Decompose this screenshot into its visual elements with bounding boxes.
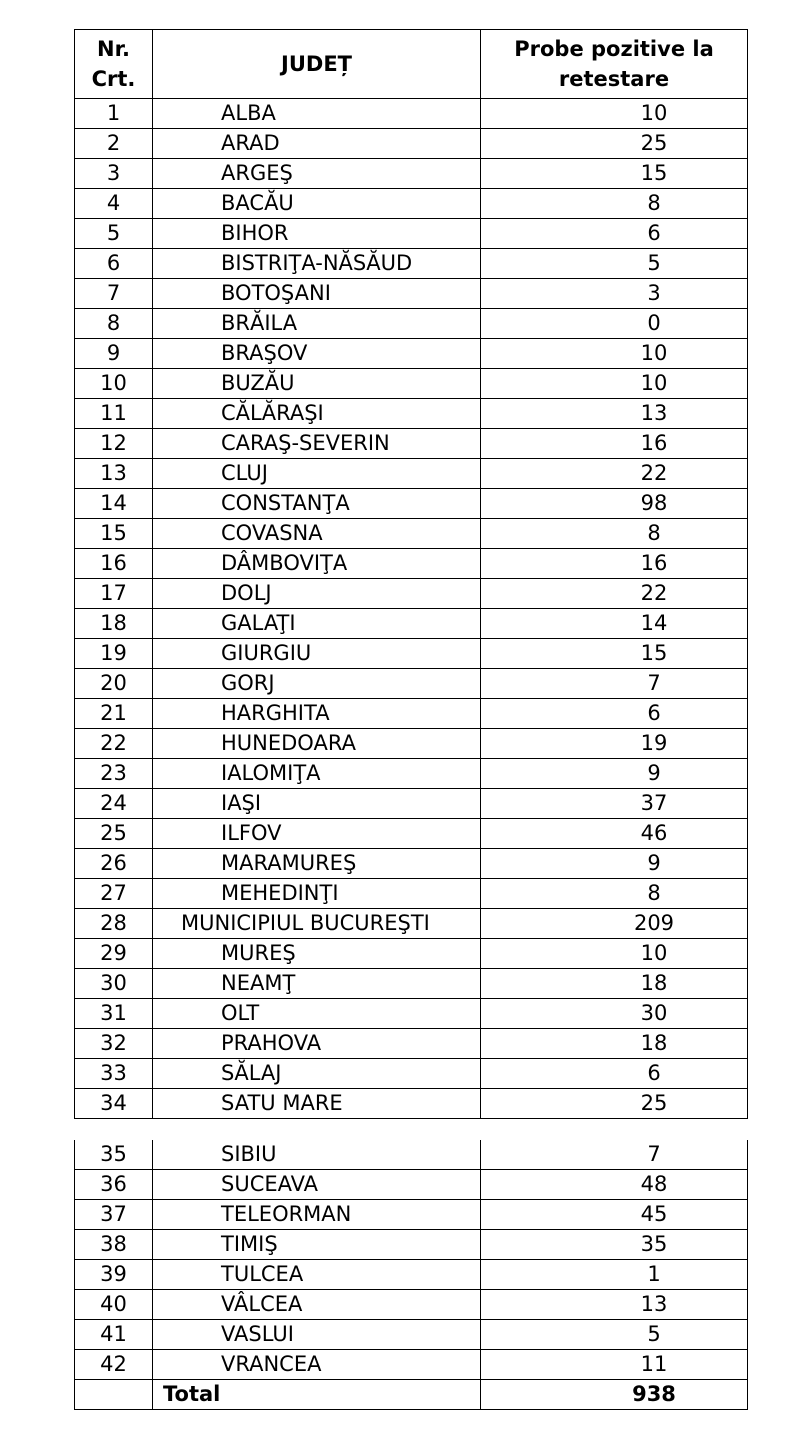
county-name: MUNICIPIUL BUCUREŞTI bbox=[153, 909, 481, 939]
county-name: SATU MARE bbox=[153, 1089, 481, 1119]
row-number: 17 bbox=[75, 579, 153, 609]
positive-count: 98 bbox=[481, 489, 748, 519]
positive-count: 16 bbox=[481, 429, 748, 459]
positive-count: 6 bbox=[481, 219, 748, 249]
row-number: 36 bbox=[75, 1170, 153, 1200]
positive-count: 8 bbox=[481, 189, 748, 219]
table-row bbox=[75, 219, 748, 249]
positive-count: 25 bbox=[481, 1089, 748, 1119]
table-row bbox=[75, 999, 748, 1029]
positive-count: 8 bbox=[481, 879, 748, 909]
county-name: IALOMIŢA bbox=[153, 759, 481, 789]
table-row bbox=[75, 609, 748, 639]
row-number: 3 bbox=[75, 159, 153, 189]
county-name: CONSTANŢA bbox=[153, 489, 481, 519]
county-name: GORJ bbox=[153, 669, 481, 699]
county-name: SĂLAJ bbox=[153, 1059, 481, 1089]
table-body-part2 bbox=[75, 1140, 748, 1380]
table-row bbox=[75, 1350, 748, 1380]
header-probe-line1: Probe pozitive la bbox=[514, 37, 714, 61]
positive-count: 5 bbox=[481, 249, 748, 279]
county-name: ARAD bbox=[153, 129, 481, 159]
row-number: 20 bbox=[75, 669, 153, 699]
county-name: BISTRIŢA-NĂSĂUD bbox=[153, 249, 481, 279]
county-name: SIBIU bbox=[153, 1140, 481, 1170]
county-name: TELEORMAN bbox=[153, 1200, 481, 1230]
table-row bbox=[75, 339, 748, 369]
positive-count: 9 bbox=[481, 759, 748, 789]
row-number: 27 bbox=[75, 879, 153, 909]
row-number: 4 bbox=[75, 189, 153, 219]
row-number: 29 bbox=[75, 939, 153, 969]
row-number: 33 bbox=[75, 1059, 153, 1089]
header-probe-line2: retestare bbox=[558, 67, 670, 91]
table-row bbox=[75, 939, 748, 969]
row-number: 35 bbox=[75, 1140, 153, 1170]
table-row bbox=[75, 1170, 748, 1200]
table-row bbox=[75, 189, 748, 219]
row-number: 38 bbox=[75, 1230, 153, 1260]
row-number: 16 bbox=[75, 549, 153, 579]
positive-count: 22 bbox=[481, 579, 748, 609]
row-number: 39 bbox=[75, 1260, 153, 1290]
total-empty-cell bbox=[75, 1380, 153, 1410]
county-name: OLT bbox=[153, 999, 481, 1029]
total-value: 938 bbox=[481, 1380, 748, 1410]
county-name: MARAMUREŞ bbox=[153, 849, 481, 879]
positive-count: 37 bbox=[481, 789, 748, 819]
table-row bbox=[75, 669, 748, 699]
positive-count: 8 bbox=[481, 519, 748, 549]
row-number: 18 bbox=[75, 609, 153, 639]
positive-count: 11 bbox=[481, 1350, 748, 1380]
county-name: BIHOR bbox=[153, 219, 481, 249]
county-name: MUREŞ bbox=[153, 939, 481, 969]
table-row bbox=[75, 699, 748, 729]
row-number: 15 bbox=[75, 519, 153, 549]
county-name: CARAŞ-SEVERIN bbox=[153, 429, 481, 459]
positive-count: 13 bbox=[481, 1290, 748, 1320]
table-row bbox=[75, 1029, 748, 1059]
positive-count: 35 bbox=[481, 1230, 748, 1260]
positive-count: 9 bbox=[481, 849, 748, 879]
table-row bbox=[75, 579, 748, 609]
county-name: HARGHITA bbox=[153, 699, 481, 729]
row-number: 19 bbox=[75, 639, 153, 669]
positive-count: 18 bbox=[481, 1029, 748, 1059]
table-row bbox=[75, 789, 748, 819]
row-number: 6 bbox=[75, 249, 153, 279]
row-number: 1 bbox=[75, 99, 153, 129]
county-name: COVASNA bbox=[153, 519, 481, 549]
table-row bbox=[75, 459, 748, 489]
table-row bbox=[75, 1089, 748, 1119]
row-number: 21 bbox=[75, 699, 153, 729]
county-name: ALBA bbox=[153, 99, 481, 129]
positive-count: 46 bbox=[481, 819, 748, 849]
county-name: TULCEA bbox=[153, 1260, 481, 1290]
row-number: 37 bbox=[75, 1200, 153, 1230]
county-name: PRAHOVA bbox=[153, 1029, 481, 1059]
table-row bbox=[75, 429, 748, 459]
positive-count: 22 bbox=[481, 459, 748, 489]
row-number: 23 bbox=[75, 759, 153, 789]
table-row bbox=[75, 99, 748, 129]
table-row bbox=[75, 159, 748, 189]
table-row bbox=[75, 519, 748, 549]
positive-count: 19 bbox=[481, 729, 748, 759]
row-number: 14 bbox=[75, 489, 153, 519]
table-row bbox=[75, 909, 748, 939]
positive-count: 209 bbox=[481, 909, 748, 939]
header-nr-line1: Nr. bbox=[97, 37, 130, 61]
header-nr-crt bbox=[75, 30, 153, 99]
county-name: NEAMŢ bbox=[153, 969, 481, 999]
county-name: BOTOŞANI bbox=[153, 279, 481, 309]
positive-count: 7 bbox=[481, 1140, 748, 1170]
county-name: SUCEAVA bbox=[153, 1170, 481, 1200]
row-number: 8 bbox=[75, 309, 153, 339]
row-number: 28 bbox=[75, 909, 153, 939]
positive-count: 48 bbox=[481, 1170, 748, 1200]
county-name: VÂLCEA bbox=[153, 1290, 481, 1320]
county-name: GALAŢI bbox=[153, 609, 481, 639]
positive-count: 6 bbox=[481, 1059, 748, 1089]
row-number: 30 bbox=[75, 969, 153, 999]
row-number: 7 bbox=[75, 279, 153, 309]
positive-count: 25 bbox=[481, 129, 748, 159]
county-name: BUZĂU bbox=[153, 369, 481, 399]
table-row bbox=[75, 249, 748, 279]
county-name: DÂMBOVIŢA bbox=[153, 549, 481, 579]
table-row bbox=[75, 639, 748, 669]
positive-count: 45 bbox=[481, 1200, 748, 1230]
row-number: 9 bbox=[75, 339, 153, 369]
county-name: HUNEDOARA bbox=[153, 729, 481, 759]
row-number: 2 bbox=[75, 129, 153, 159]
table-row bbox=[75, 1059, 748, 1089]
header-judet: JUDEȚ bbox=[153, 30, 481, 99]
positive-count: 0 bbox=[481, 309, 748, 339]
county-name: BRĂILA bbox=[153, 309, 481, 339]
header-probe-pozitive bbox=[481, 30, 748, 99]
county-name: IAŞI bbox=[153, 789, 481, 819]
row-number: 40 bbox=[75, 1290, 153, 1320]
county-table-part1 bbox=[74, 29, 748, 1119]
county-name: GIURGIU bbox=[153, 639, 481, 669]
county-name: BRAŞOV bbox=[153, 339, 481, 369]
positive-count: 15 bbox=[481, 639, 748, 669]
county-name: CLUJ bbox=[153, 459, 481, 489]
row-number: 10 bbox=[75, 369, 153, 399]
positive-count: 6 bbox=[481, 699, 748, 729]
table-row bbox=[75, 129, 748, 159]
county-name: DOLJ bbox=[153, 579, 481, 609]
header-nr-line2: Crt. bbox=[91, 67, 136, 91]
county-name: VRANCEA bbox=[153, 1350, 481, 1380]
row-number: 25 bbox=[75, 819, 153, 849]
county-table-part2 bbox=[74, 1140, 748, 1410]
row-number: 41 bbox=[75, 1320, 153, 1350]
table-row bbox=[75, 1200, 748, 1230]
row-number: 11 bbox=[75, 399, 153, 429]
positive-count: 5 bbox=[481, 1320, 748, 1350]
table-row bbox=[75, 549, 748, 579]
table-row bbox=[75, 759, 748, 789]
row-number: 31 bbox=[75, 999, 153, 1029]
table-row bbox=[75, 729, 748, 759]
row-number: 34 bbox=[75, 1089, 153, 1119]
positive-count: 10 bbox=[481, 939, 748, 969]
row-number: 24 bbox=[75, 789, 153, 819]
table-row bbox=[75, 1140, 748, 1170]
positive-count: 10 bbox=[481, 369, 748, 399]
table-row bbox=[75, 399, 748, 429]
positive-count: 13 bbox=[481, 399, 748, 429]
positive-count: 18 bbox=[481, 969, 748, 999]
positive-count: 16 bbox=[481, 549, 748, 579]
table-row bbox=[75, 1290, 748, 1320]
positive-count: 7 bbox=[481, 669, 748, 699]
positive-count: 3 bbox=[481, 279, 748, 309]
table-header-row bbox=[75, 30, 748, 99]
table-row bbox=[75, 309, 748, 339]
table-row bbox=[75, 489, 748, 519]
row-number: 22 bbox=[75, 729, 153, 759]
positive-count: 14 bbox=[481, 609, 748, 639]
positive-count: 30 bbox=[481, 999, 748, 1029]
row-number: 26 bbox=[75, 849, 153, 879]
total-label: Total bbox=[153, 1380, 481, 1410]
table-row bbox=[75, 969, 748, 999]
county-name: ILFOV bbox=[153, 819, 481, 849]
table-row bbox=[75, 849, 748, 879]
table-row bbox=[75, 1230, 748, 1260]
county-name: ARGEŞ bbox=[153, 159, 481, 189]
positive-count: 10 bbox=[481, 339, 748, 369]
table-row bbox=[75, 819, 748, 849]
total-row bbox=[75, 1380, 748, 1410]
county-name: TIMIŞ bbox=[153, 1230, 481, 1260]
county-name: MEHEDINŢI bbox=[153, 879, 481, 909]
county-name: CĂLĂRAŞI bbox=[153, 399, 481, 429]
positive-count: 10 bbox=[481, 99, 748, 129]
row-number: 12 bbox=[75, 429, 153, 459]
county-name: VASLUI bbox=[153, 1320, 481, 1350]
row-number: 32 bbox=[75, 1029, 153, 1059]
row-number: 5 bbox=[75, 219, 153, 249]
row-number: 42 bbox=[75, 1350, 153, 1380]
table-row bbox=[75, 1320, 748, 1350]
positive-count: 15 bbox=[481, 159, 748, 189]
table-row bbox=[75, 279, 748, 309]
county-name: BACĂU bbox=[153, 189, 481, 219]
table-row bbox=[75, 369, 748, 399]
row-number: 13 bbox=[75, 459, 153, 489]
table-row bbox=[75, 1260, 748, 1290]
table-row bbox=[75, 879, 748, 909]
positive-count: 1 bbox=[481, 1260, 748, 1290]
table-body-part1 bbox=[75, 99, 748, 1119]
